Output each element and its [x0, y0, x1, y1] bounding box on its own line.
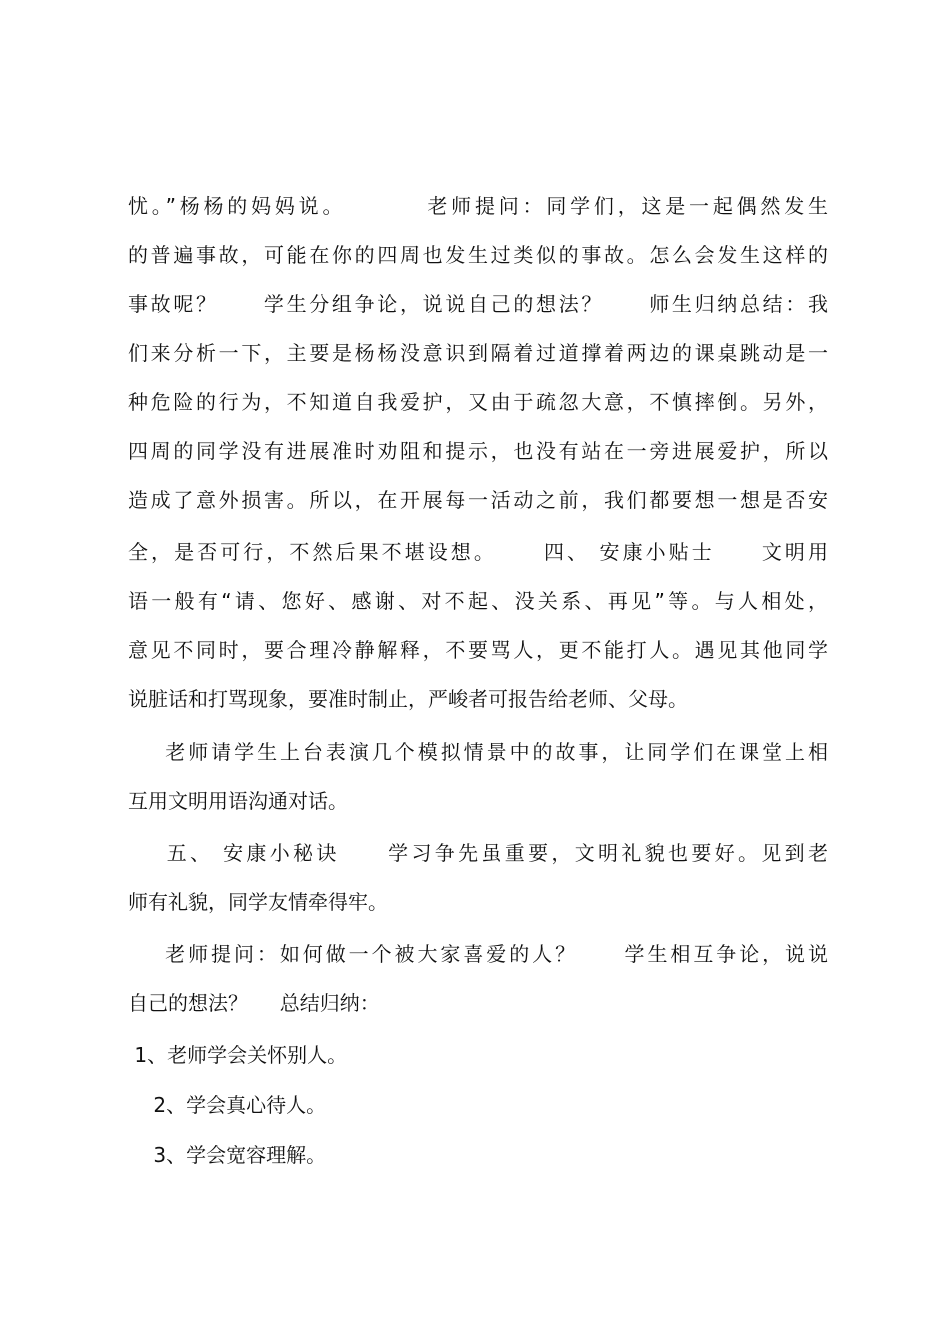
paragraph-2-line-1: 老师请学生上台表演几个模拟情景中的故事，让同学们在课堂上相: [128, 740, 828, 764]
paragraph-1-line-1: 忧。”杨杨的妈妈说。 老师提问：同学们，这是一起偶然发生: [128, 194, 828, 218]
paragraph-1-line-2: 的普遍事故，可能在你的四周也发生过类似的事故。怎么会发生这样的: [128, 243, 828, 267]
list-item-2: 2、学会真心待人。: [128, 1093, 327, 1117]
paragraph-4-line-2: 自己的想法？ 总结归纳：: [128, 991, 380, 1015]
paragraph-1-line-9: 语一般有“请、您好、感谢、对不起、没关系、再见”等。与人相处，: [128, 589, 828, 613]
list-item-1: 1、老师学会关怀别人。: [128, 1043, 348, 1067]
paragraph-1-line-7: 造成了意外损害。所以，在开展每一活动之前，我们都要想一想是否安: [128, 488, 828, 512]
paragraph-1-line-6: 四周的同学没有进展准时劝阻和提示，也没有站在一旁进展爱护，所以: [128, 439, 828, 463]
paragraph-4-line-1: 老师提问：如何做一个被大家喜爱的人？ 学生相互争论，说说: [128, 942, 828, 966]
paragraph-1-line-10: 意见不同时，要合理冷静解释，不要骂人，更不能打人。遇见其他同学: [128, 638, 828, 662]
paragraph-1-line-8: 全，是否可行，不然后果不堪设想。 四、 安康小贴士 文明用: [128, 540, 828, 564]
list-item-3: 3、学会宽容理解。: [128, 1143, 327, 1167]
paragraph-1-line-5: 种危险的行为，不知道自我爱护，又由于疏忽大意，不慎摔倒。另外，: [128, 390, 828, 414]
paragraph-1-line-3: 事故呢？ 学生分组争论，说说自己的想法？ 师生归纳总结：我: [128, 292, 828, 316]
paragraph-1-line-4: 们来分析一下，主要是杨杨没意识到隔着过道撑着两边的课桌跳动是一: [128, 341, 828, 365]
paragraph-3-line-2: 师有礼貌，同学友情牵得牢。: [128, 890, 388, 914]
paragraph-1-line-11: 说脏话和打骂现象，要准时制止，严峻者可报告给老师、父母。: [128, 687, 688, 711]
paragraph-2-line-2: 互用文明用语沟通对话。: [128, 789, 348, 813]
paragraph-3-line-1: 五、 安康小秘诀 学习争先虽重要，文明礼貌也要好。见到老: [128, 841, 828, 865]
